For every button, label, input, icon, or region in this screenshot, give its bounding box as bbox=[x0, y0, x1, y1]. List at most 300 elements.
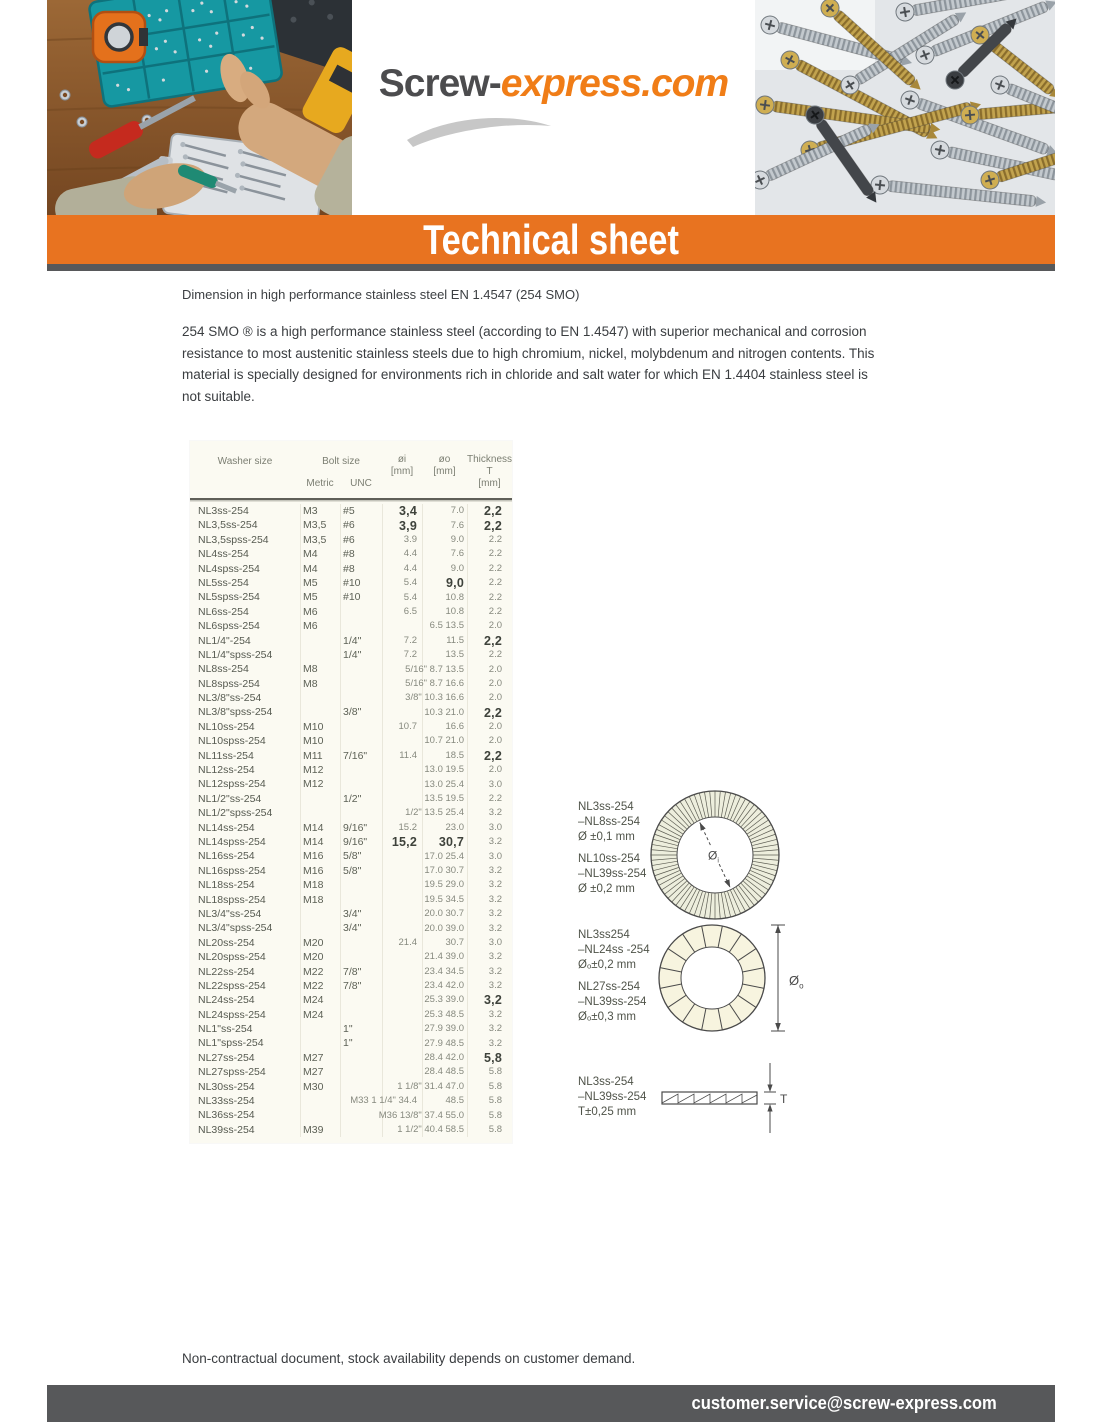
banner-divider bbox=[47, 264, 1055, 271]
oi-symbol: øi bbox=[397, 454, 407, 465]
table-cell bbox=[340, 734, 382, 748]
table-cell bbox=[382, 993, 422, 1007]
table-cell: #6 bbox=[340, 518, 382, 532]
table-cell bbox=[422, 1008, 467, 1022]
table-value: 3.2 bbox=[488, 922, 502, 934]
table-cell bbox=[422, 619, 467, 633]
table-row bbox=[190, 1022, 512, 1036]
table-cell bbox=[382, 893, 422, 907]
table-cell bbox=[422, 878, 467, 892]
table-cell bbox=[422, 950, 467, 964]
table-cell bbox=[382, 749, 422, 763]
label-group bbox=[578, 800, 646, 844]
table-cell: NL22ss-254 bbox=[198, 965, 255, 978]
table-cell bbox=[467, 864, 512, 878]
table-row bbox=[190, 907, 512, 921]
table-row bbox=[190, 1123, 512, 1137]
table-row bbox=[190, 993, 512, 1007]
table-value: 2.2 bbox=[488, 533, 502, 545]
table-cell: NL24spss-254 bbox=[198, 1008, 266, 1021]
table-cell bbox=[467, 1008, 512, 1022]
table-cell: NL1"ss-254 bbox=[198, 1023, 253, 1036]
logo-swoosh-icon bbox=[403, 112, 555, 148]
table-cell bbox=[382, 979, 422, 993]
table-cell bbox=[467, 936, 512, 950]
table-value: 13.0 25.4 bbox=[424, 778, 464, 790]
label-group bbox=[578, 1075, 646, 1119]
table-cell bbox=[422, 993, 467, 1007]
table-cell bbox=[422, 562, 467, 576]
table-cell bbox=[340, 1108, 382, 1122]
table-cell bbox=[422, 634, 467, 648]
table-cell bbox=[340, 950, 382, 964]
table-cell: NL12ss-254 bbox=[198, 764, 255, 777]
table-cell: NL1/4"spss-254 bbox=[198, 648, 273, 661]
table-cell bbox=[340, 1008, 382, 1022]
table-row bbox=[190, 821, 512, 835]
label-group bbox=[578, 852, 646, 896]
table-row bbox=[190, 677, 512, 691]
label-group bbox=[578, 980, 650, 1024]
table-value: 9,0 bbox=[446, 575, 464, 590]
table-row bbox=[190, 864, 512, 878]
table-cell bbox=[382, 835, 422, 849]
table-value: 3/8" 10.3 16.6 bbox=[405, 692, 464, 704]
table-cell bbox=[382, 821, 422, 835]
table-value: 11.4 bbox=[399, 749, 417, 761]
table-cell bbox=[382, 1065, 422, 1079]
table-cell bbox=[467, 835, 512, 849]
table-row bbox=[190, 576, 512, 590]
table-cell: #6 bbox=[340, 533, 382, 547]
table-row bbox=[190, 634, 512, 648]
table-cell bbox=[422, 1094, 467, 1108]
table-row bbox=[190, 720, 512, 734]
table-value: 25.3 48.5 bbox=[424, 1008, 464, 1020]
table-cell bbox=[382, 777, 422, 791]
table-value: 5,8 bbox=[484, 1050, 502, 1065]
table-cell: NL22spss-254 bbox=[198, 979, 266, 992]
table-row bbox=[190, 1094, 512, 1108]
table-value: 2,2 bbox=[484, 633, 502, 648]
table-value: 5.8 bbox=[488, 1066, 502, 1078]
table-cell: NL20spss-254 bbox=[198, 951, 266, 964]
table-value: 10.8 bbox=[445, 605, 464, 617]
table-cell bbox=[382, 720, 422, 734]
table-row bbox=[190, 777, 512, 791]
table-value: 3.0 bbox=[488, 936, 502, 948]
table-value: 20.0 30.7 bbox=[424, 907, 464, 919]
table-cell: NL30ss-254 bbox=[198, 1080, 255, 1093]
col-header-washer-size: Washer size bbox=[217, 456, 273, 467]
table-value: 21.4 bbox=[398, 936, 417, 948]
table-cell: 1/4" bbox=[340, 648, 382, 662]
table-row bbox=[190, 518, 512, 532]
table-cell bbox=[382, 518, 422, 532]
label-line: NL10ss-254 bbox=[578, 853, 641, 866]
table-cell bbox=[340, 1051, 382, 1065]
table-cell bbox=[422, 864, 467, 878]
inner-diameter-symbol: $Ø_i$ bbox=[708, 848, 719, 865]
table-cell: #8 bbox=[340, 562, 382, 576]
table-cell bbox=[467, 562, 512, 576]
col-header-bolt-size: Bolt size bbox=[322, 456, 360, 467]
table-value: 2.0 bbox=[488, 677, 502, 689]
table-value: 2.0 bbox=[488, 764, 502, 776]
table-row bbox=[190, 1008, 512, 1022]
label-line: NL3ss254 bbox=[578, 929, 630, 941]
table-row bbox=[190, 936, 512, 950]
table-value: 3.2 bbox=[488, 951, 502, 963]
table-cell: NL3/4"ss-254 bbox=[198, 907, 262, 920]
table-value: 3.2 bbox=[488, 1037, 502, 1049]
table-value: 3.2 bbox=[488, 835, 502, 847]
label-line: NL3ss-254 bbox=[578, 1076, 634, 1088]
table-cell: M8 bbox=[300, 662, 340, 676]
table-cell bbox=[467, 705, 512, 719]
table-row bbox=[190, 763, 512, 777]
washer-top-serrated-diagram bbox=[645, 788, 785, 924]
table-cell bbox=[300, 691, 340, 705]
table-value: 30,7 bbox=[438, 834, 464, 849]
table-cell bbox=[467, 821, 512, 835]
table-row bbox=[190, 648, 512, 662]
table-value: 5.8 bbox=[488, 1080, 502, 1092]
table-header bbox=[190, 441, 512, 494]
table-value: 2.2 bbox=[488, 648, 502, 660]
table-cell bbox=[340, 662, 382, 676]
col-header-thickness bbox=[467, 452, 512, 490]
table-value: 13.0 19.5 bbox=[424, 764, 464, 776]
table-cell bbox=[300, 648, 340, 662]
table-cell bbox=[300, 705, 340, 719]
table-row bbox=[190, 533, 512, 547]
table-value: 10.8 bbox=[445, 591, 464, 603]
table-cell: M20 bbox=[300, 936, 340, 950]
table-cell bbox=[300, 806, 340, 820]
table-cell: 3/8" bbox=[340, 705, 382, 719]
table-cell bbox=[405, 806, 467, 820]
table-cell bbox=[467, 878, 512, 892]
table-row bbox=[190, 605, 512, 619]
table-cell: NL10ss-254 bbox=[198, 720, 255, 733]
table-cell bbox=[422, 849, 467, 863]
table-cell bbox=[467, 1051, 512, 1065]
table-cell: M18 bbox=[300, 878, 340, 892]
table-cell: M8 bbox=[300, 677, 340, 691]
table-value: 2,2 bbox=[484, 705, 502, 720]
table-value: 17.0 25.4 bbox=[424, 850, 464, 862]
table-cell bbox=[382, 533, 422, 547]
label-line: NL27ss-254 bbox=[578, 981, 641, 994]
table-cell: M3,5 bbox=[300, 533, 340, 547]
table-cell: M4 bbox=[300, 562, 340, 576]
table-cell: NL1/2"spss-254 bbox=[198, 807, 273, 820]
table-value: 21.4 39.0 bbox=[424, 951, 464, 963]
label-line: Ø ±0,2 mm bbox=[578, 882, 635, 895]
label-line: –NL8ss-254 bbox=[578, 815, 641, 828]
label-group bbox=[578, 928, 650, 972]
table-row bbox=[190, 806, 512, 820]
table-cell: M20 bbox=[300, 950, 340, 964]
table-row bbox=[190, 619, 512, 633]
table-value: 2.0 bbox=[488, 735, 502, 747]
table-row bbox=[190, 921, 512, 935]
table-cell: NL3/8"ss-254 bbox=[198, 692, 262, 705]
table-cell: M39 bbox=[300, 1123, 340, 1137]
table-cell: NL20ss-254 bbox=[198, 936, 255, 949]
table-value: 15,2 bbox=[391, 834, 417, 849]
table-value: 25.3 39.0 bbox=[424, 994, 464, 1006]
table-cell bbox=[467, 921, 512, 935]
table-cell bbox=[382, 734, 422, 748]
table-cell bbox=[382, 878, 422, 892]
table-value: 11.5 bbox=[446, 634, 464, 646]
table-cell bbox=[422, 533, 467, 547]
table-cell bbox=[405, 691, 467, 705]
table-cell bbox=[422, 590, 467, 604]
table-cell: NL27ss-254 bbox=[198, 1051, 255, 1064]
logo-part1: Screw- bbox=[378, 62, 501, 105]
table-cell: NL3,5spss-254 bbox=[198, 533, 269, 546]
table-cell: NL12spss-254 bbox=[198, 778, 266, 791]
table-cell bbox=[382, 562, 422, 576]
table-cell bbox=[382, 504, 422, 518]
table-value: 10.3 21.0 bbox=[424, 706, 464, 718]
label-line: –NL39ss-254 bbox=[578, 868, 647, 881]
thickness-labels bbox=[578, 1075, 646, 1119]
table-cell bbox=[382, 705, 422, 719]
table-row bbox=[190, 979, 512, 993]
table-cell bbox=[300, 792, 340, 806]
label-line: Øₒ±0,2 mm bbox=[578, 958, 636, 971]
table-cell bbox=[300, 907, 340, 921]
col-header-outer-diameter bbox=[422, 452, 467, 478]
banner-title: Technical sheet bbox=[423, 215, 679, 263]
table-cell: M4 bbox=[300, 547, 340, 561]
table-cell bbox=[467, 749, 512, 763]
table-row bbox=[190, 878, 512, 892]
table-cell: M30 bbox=[300, 1080, 340, 1094]
table-value: 3.2 bbox=[488, 879, 502, 891]
table-value: 7.6 bbox=[450, 548, 464, 560]
table-value: 16.6 bbox=[445, 720, 464, 732]
table-value: 2.2 bbox=[488, 562, 502, 574]
table-cell bbox=[467, 720, 512, 734]
table-value: 3.2 bbox=[488, 807, 502, 819]
table-value: 5.8 bbox=[488, 1095, 502, 1107]
table-value: 27.9 48.5 bbox=[424, 1037, 464, 1049]
table-cell: NL5spss-254 bbox=[198, 591, 260, 604]
table-cell: M27 bbox=[300, 1065, 340, 1079]
table-value: 1 1/8" 31.4 47.0 bbox=[397, 1080, 464, 1092]
table-cell: M27 bbox=[300, 1051, 340, 1065]
table-value: 3,9 bbox=[399, 518, 417, 533]
table-cell: M18 bbox=[300, 893, 340, 907]
header bbox=[47, 0, 1055, 215]
table-cell bbox=[422, 1036, 467, 1050]
table-cell: NL33ss-254 bbox=[198, 1095, 255, 1108]
thickness-symbol: T bbox=[780, 1092, 788, 1106]
table-cell bbox=[382, 763, 422, 777]
table-cell bbox=[300, 1094, 340, 1108]
table-cell: NL1/4"-254 bbox=[198, 634, 251, 647]
table-cell: M6 bbox=[300, 619, 340, 633]
table-row bbox=[190, 950, 512, 964]
logo bbox=[379, 62, 728, 106]
table-cell: M5 bbox=[300, 590, 340, 604]
table-cell bbox=[397, 1123, 467, 1137]
table-cell bbox=[382, 1022, 422, 1036]
footer-email: customer.service@screw-express.com bbox=[691, 1393, 997, 1413]
table-cell bbox=[467, 547, 512, 561]
table-cell bbox=[422, 979, 467, 993]
table-value: 23.4 42.0 bbox=[424, 979, 464, 991]
table-value: 3,2 bbox=[484, 993, 502, 1008]
table-cell: M24 bbox=[300, 1008, 340, 1022]
logo-zone bbox=[352, 0, 755, 215]
table-cell bbox=[382, 590, 422, 604]
table-cell: 1" bbox=[340, 1022, 382, 1036]
table-cell: NL11ss-254 bbox=[198, 749, 254, 762]
table-value: 27.9 39.0 bbox=[424, 1023, 464, 1035]
table-cell bbox=[422, 749, 467, 763]
table-value: 3.2 bbox=[488, 864, 502, 876]
table-row bbox=[190, 734, 512, 748]
table-cell: NL1/2"ss-254 bbox=[198, 792, 262, 805]
table-cell bbox=[422, 720, 467, 734]
table-cell bbox=[340, 806, 382, 820]
table-cell bbox=[382, 864, 422, 878]
table-cell bbox=[467, 1036, 512, 1050]
table-cell: NL14spss-254 bbox=[198, 835, 266, 848]
table-cell bbox=[397, 1080, 467, 1094]
table-cell: 3/4" bbox=[340, 921, 382, 935]
table-cell bbox=[422, 734, 467, 748]
document-subtitle: Dimension in high performance stainless steel EN 1.4547 (254 SMO) bbox=[182, 287, 580, 302]
thickness-unit: [mm] bbox=[478, 478, 501, 489]
table-row bbox=[190, 835, 512, 849]
table-cell bbox=[467, 1123, 512, 1137]
table-value: 2.2 bbox=[488, 605, 502, 617]
table-value: 28.4 48.5 bbox=[424, 1066, 464, 1078]
table-value: 5.8 bbox=[488, 1109, 502, 1121]
table-cell bbox=[382, 605, 422, 619]
table-cell bbox=[340, 936, 382, 950]
table-cell: NL14ss-254 bbox=[198, 821, 255, 834]
footer-note: Non-contractual document, stock availability depends on customer demand. bbox=[182, 1351, 636, 1366]
logo-part2: express.com bbox=[500, 62, 729, 105]
label-line: Ø ±0,1 mm bbox=[578, 830, 635, 843]
table-cell bbox=[422, 648, 467, 662]
table-value: 2.2 bbox=[488, 591, 502, 603]
table-cell: 1/4" bbox=[340, 634, 382, 648]
table-value: 5.4 bbox=[403, 576, 417, 588]
table-cell: M12 bbox=[300, 763, 340, 777]
table-row bbox=[190, 547, 512, 561]
footer-bar bbox=[47, 1385, 1055, 1422]
table-cell bbox=[467, 504, 512, 518]
table-cell bbox=[340, 619, 382, 633]
col-header-unc: UNC bbox=[350, 478, 372, 489]
label-line: –NL39ss-254 bbox=[578, 1090, 647, 1103]
table-value: 10.7 21.0 bbox=[424, 735, 464, 747]
table-cell bbox=[382, 1036, 422, 1050]
table-value: 20.0 39.0 bbox=[424, 922, 464, 934]
table-cell: 9/16" bbox=[340, 821, 382, 835]
table-cell bbox=[467, 677, 512, 691]
table-cell bbox=[340, 1065, 382, 1079]
table-value: 2.0 bbox=[488, 692, 502, 704]
table-cell bbox=[382, 547, 422, 561]
table-value: 2.0 bbox=[488, 663, 502, 675]
table-cell bbox=[467, 590, 512, 604]
table-cell: NL27spss-254 bbox=[198, 1066, 266, 1079]
table-value: 2,2 bbox=[484, 504, 502, 518]
table-cell bbox=[340, 605, 382, 619]
label-line: NL3ss-254 bbox=[578, 801, 634, 813]
table-cell: 5/8" bbox=[340, 864, 382, 878]
washer-top-segmented-diagram bbox=[655, 922, 840, 1037]
table-cell bbox=[422, 936, 467, 950]
table-cell bbox=[422, 907, 467, 921]
table-cell: NL6ss-254 bbox=[198, 605, 249, 618]
table-cell bbox=[405, 662, 467, 676]
table-cell: M3 bbox=[300, 504, 340, 518]
table-value: 13.5 19.5 bbox=[424, 792, 464, 804]
table-cell bbox=[467, 518, 512, 532]
table-cell: 9/16" bbox=[340, 835, 382, 849]
table-row bbox=[190, 590, 512, 604]
table-value: 2.2 bbox=[488, 548, 502, 560]
right-header-photo bbox=[755, 0, 1055, 215]
table-cell: NL16ss-254 bbox=[198, 850, 255, 863]
tape-measure bbox=[93, 12, 148, 62]
table-cell bbox=[422, 965, 467, 979]
table-cell bbox=[382, 907, 422, 921]
table-cell: #10 bbox=[340, 590, 382, 604]
table-value: 5.4 bbox=[403, 591, 417, 603]
table-row bbox=[190, 1051, 512, 1065]
table-value: 3.2 bbox=[488, 979, 502, 991]
table-value: 19.5 29.0 bbox=[424, 879, 464, 891]
table-cell: #8 bbox=[340, 547, 382, 561]
table-value: 1 1/2" 40.4 58.5 bbox=[397, 1123, 464, 1135]
table-value: 7.2 bbox=[403, 648, 417, 660]
table-value: 48.5 bbox=[445, 1095, 464, 1107]
intro-paragraph: 254 SMO ® is a high performance stainless steel (according to EN 1.4547) with superior mechanical and corrosion resistance to most austenitic stainless steels due to high chromium, nickel, molybdenum and nitrogen contents. This material is specially designed for environments rich in chloride and salt water for which EN 1.4404 stainless steel is not suitable. bbox=[182, 324, 875, 404]
table-cell: NL36ss-254 bbox=[198, 1109, 255, 1122]
outer-diameter-symbol: $Ø_o$ bbox=[789, 973, 804, 991]
table-cell bbox=[422, 605, 467, 619]
table-cell bbox=[467, 893, 512, 907]
table-row bbox=[190, 662, 512, 676]
workbench-photo-illustration bbox=[47, 0, 352, 215]
table-cell bbox=[340, 677, 382, 691]
table-cell bbox=[422, 1022, 467, 1036]
table-cell bbox=[378, 1108, 467, 1122]
table-cell bbox=[300, 1022, 340, 1036]
table-cell: NL1"spss-254 bbox=[198, 1037, 264, 1050]
table-value: 3.0 bbox=[488, 821, 502, 833]
washer-table-body bbox=[190, 500, 512, 1137]
table-cell bbox=[467, 792, 512, 806]
oo-symbol: øo bbox=[438, 454, 451, 465]
table-cell: 5/8" bbox=[340, 849, 382, 863]
table-value: 4.4 bbox=[403, 562, 417, 574]
table-value: M33 1 1/4" 34.4 bbox=[350, 1095, 417, 1107]
table-value: 10.7 bbox=[398, 720, 417, 732]
